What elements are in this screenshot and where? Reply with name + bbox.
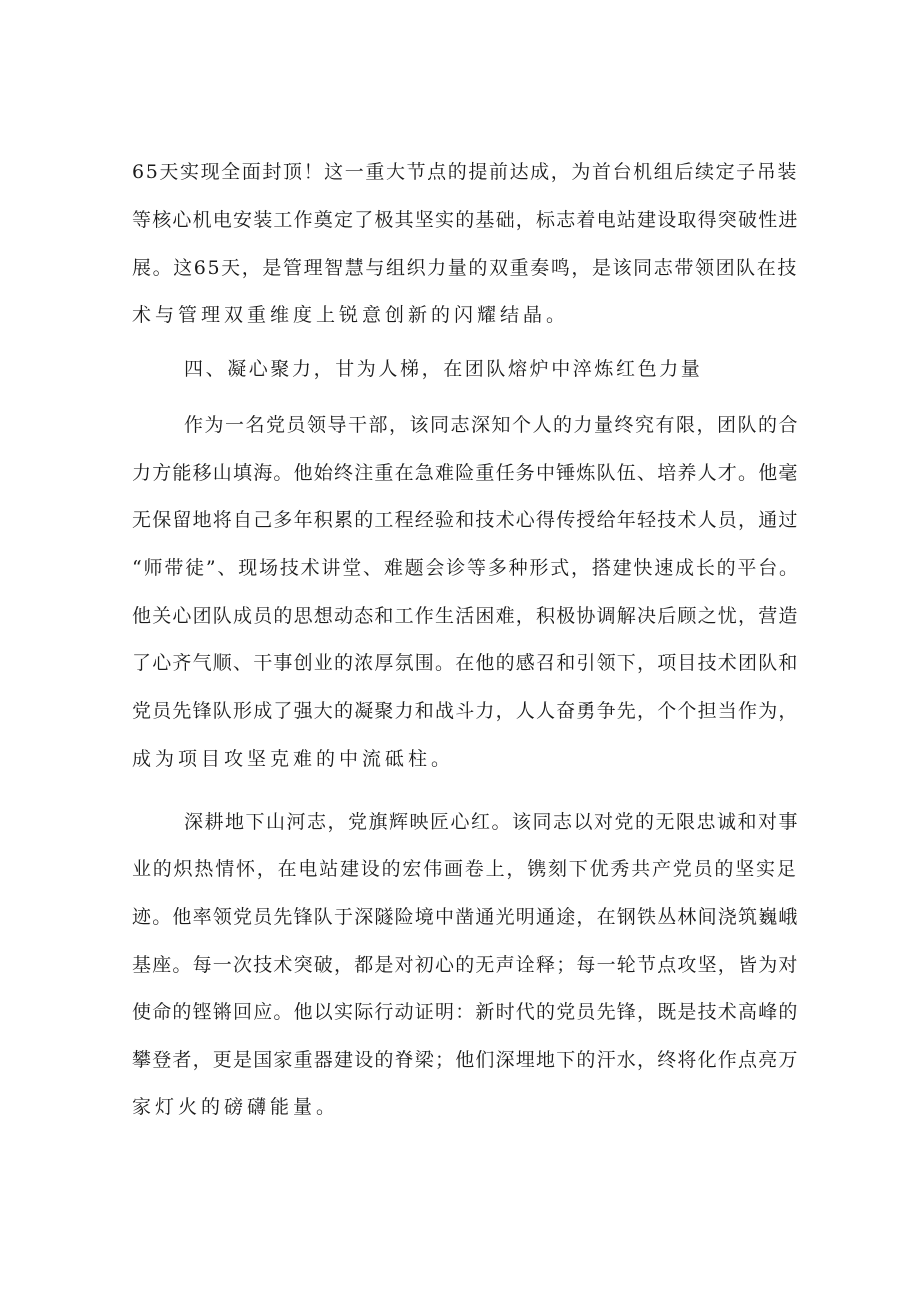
text-line: 家灯火的磅礴能量。 <box>132 1096 340 1118</box>
text-line: 深耕地下山河志，党旗辉映匠心红。该同志以对党的无限忠诚和对事 <box>184 811 800 833</box>
text-line: 业的炽热情怀，在电站建设的宏伟画卷上，镌刻下优秀共产党员的坚实足 <box>132 858 798 880</box>
text-line: 使命的铿锵回应。他以实际行动证明：新时代的党员先锋，既是技术高峰的 <box>132 1001 799 1023</box>
section-heading: 四、凝心聚力，甘为人梯，在团队熔炉中淬炼红色力量 <box>184 358 703 380</box>
text-line: 等核心机电安装工作奠定了极其坚实的基础，标志着电站建设取得突破性进 <box>132 209 799 231</box>
text-line: 成为项目攻坚克难的中流砥柱。 <box>132 748 455 770</box>
text-line: 攀登者，更是国家重器建设的脊梁；他们深埋地下的汗水，终将化作点亮万 <box>132 1049 799 1071</box>
text-line: 了心齐气顺、干事创业的浓厚氛围。在他的感召和引领下，项目技术团队和 <box>132 652 799 674</box>
text-line: 术与管理双重维度上锐意创新的闪耀结晶。 <box>132 304 570 326</box>
text-line: 迹。他率领党员先锋队于深隧险境中凿通光明通途，在钢铁丛林间浇筑巍峨 <box>132 906 799 928</box>
text-line: 65天实现全面封顶！这一重大节点的提前达成，为首台机组后续定子吊装 <box>132 161 798 183</box>
text-line: 他关心团队成员的思想动态和工作生活困难，积极协调解决后顾之忧，营造 <box>132 605 799 627</box>
text-line: “师带徒”、现场技术讲堂、难题会诊等多种形式，搭建快速成长的平台。 <box>132 557 800 579</box>
text-line: 无保留地将自己多年积累的工程经验和技术心得传授给年轻技术人员，通过 <box>132 509 799 531</box>
text-line: 党员先锋队形成了强大的凝聚力和战斗力，人人奋勇争先，个个担当作为， <box>132 700 799 722</box>
text-line: 作为一名党员领导干部，该同志深知个人的力量终究有限，团队的合 <box>184 414 800 436</box>
text-line: 展。这65天，是管理智慧与组织力量的双重奏鸣，是该同志带领团队在技 <box>132 257 798 279</box>
text-line: 基座。每一次技术突破，都是对初心的无声诠释；每一轮节点攻坚，皆为对 <box>132 954 799 976</box>
text-line: 力方能移山填海。他始终注重在急难险重任务中锤炼队伍、培养人才。他毫 <box>132 462 799 484</box>
